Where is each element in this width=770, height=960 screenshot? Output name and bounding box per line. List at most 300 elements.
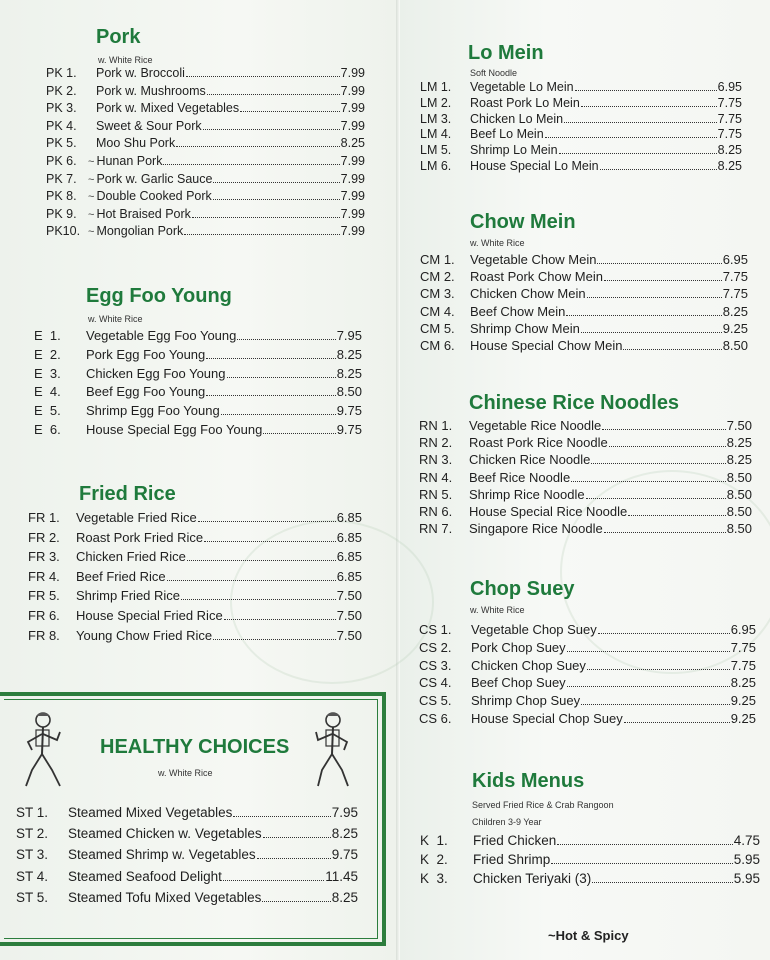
menu-item-name: Double Cooked Pork — [96, 189, 212, 204]
menu-item-name: Beef Chow Mein — [470, 303, 566, 319]
menu-item-code: ST 5. — [16, 889, 49, 905]
menu-item-name: Beef Rice Noodle — [469, 469, 571, 485]
hot-spicy-icon: ~ — [88, 191, 95, 204]
menu-item-code: CS 1. — [419, 622, 452, 637]
menu-item-price: 7.75 — [717, 111, 742, 126]
menu-item-row — [419, 452, 752, 469]
dot-leader — [604, 532, 726, 533]
menu-item-price: 9.75 — [336, 403, 362, 419]
dot-leader — [206, 395, 335, 396]
menu-item-price: 8.50 — [726, 486, 752, 502]
dot-leader — [224, 619, 336, 620]
dot-leader — [587, 669, 730, 670]
dot-leader — [575, 90, 717, 91]
dot-leader — [600, 169, 717, 170]
menu-item-row — [419, 622, 756, 639]
menu-item-price: 9.25 — [730, 711, 756, 726]
menu-item-price: 7.95 — [331, 805, 358, 820]
menu-item-code: E 2. — [34, 346, 61, 362]
dot-leader — [223, 880, 324, 881]
dot-leader — [207, 94, 340, 95]
menu-item-price: 9.25 — [722, 320, 748, 336]
dot-leader — [233, 816, 330, 817]
dot-leader — [203, 129, 340, 130]
section-title-egg-foo-young: Egg Foo Young — [86, 285, 232, 307]
dot-leader — [263, 837, 331, 838]
section-title-chow-mein: Chow Mein — [470, 211, 576, 233]
menu-item-price: 7.75 — [730, 657, 756, 673]
menu-item-row — [420, 286, 748, 303]
menu-item-price: 6.85 — [336, 510, 362, 525]
menu-item-code: RN 5. — [419, 486, 453, 502]
menu-item-row — [28, 530, 362, 547]
menu-item-name: Steamed Mixed Vegetables — [68, 805, 233, 820]
menu-item-code: E 6. — [34, 422, 61, 437]
menu-item-code: E 4. — [34, 384, 61, 400]
menu-item-row — [420, 269, 748, 286]
menu-item-name: Steamed Chicken w. Vegetables — [68, 826, 262, 842]
section-note-kids-menus: Served Fried Rice & Crab Rangoon — [472, 800, 614, 810]
section-title-kids-menus: Kids Menus — [472, 770, 585, 792]
menu-item-name: Roast Pork Rice Noodle — [469, 435, 608, 451]
section-title-lo-mein: Lo Mein — [468, 42, 544, 64]
menu-item-row — [46, 119, 365, 136]
menu-item-code: LM 3. — [420, 111, 452, 126]
menu-item-price: 6.85 — [336, 549, 362, 565]
dot-leader — [564, 122, 717, 123]
section-title-chop-suey: Chop Suey — [470, 578, 575, 600]
menu-item-price: 7.99 — [340, 66, 365, 80]
menu-item-name: Vegetable Egg Foo Young — [86, 328, 237, 343]
menu-item-name: Beef Lo Mein — [470, 127, 544, 142]
dot-leader — [586, 498, 726, 499]
menu-item-row — [28, 588, 362, 605]
menu-item-name: Roast Pork Chow Mein — [470, 269, 603, 285]
dot-leader — [581, 106, 717, 107]
menu-item-code: CS 4. — [419, 675, 452, 691]
dot-leader — [597, 263, 721, 264]
menu-item-price: 6.95 — [717, 80, 742, 94]
menu-item-code: E 3. — [34, 365, 61, 381]
menu-item-price: 9.75 — [336, 422, 362, 437]
menu-item-code: CS 5. — [419, 693, 452, 709]
menu-item-name: Vegetable Chow Mein — [470, 252, 597, 267]
menu-item-name: Shrimp Rice Noodle — [469, 486, 585, 502]
section-title-fried-rice: Fried Rice — [79, 483, 176, 505]
menu-item-row — [46, 101, 365, 118]
menu-item-row — [28, 510, 362, 527]
menu-item-price: 7.99 — [340, 101, 365, 116]
menu-item-name: Chicken Fried Rice — [76, 549, 186, 565]
menu-item-code: FR 2. — [28, 529, 60, 545]
menu-item-price: 7.75 — [722, 286, 748, 302]
menu-item-name: Pork w. Garlic Sauce — [96, 171, 213, 186]
menu-item-price: 7.99 — [340, 118, 365, 133]
dot-leader — [587, 297, 722, 298]
menu-item-price: 7.50 — [336, 588, 362, 604]
menu-item-row — [46, 172, 365, 189]
menu-item-row — [420, 833, 760, 850]
menu-item-name: Shrimp Chow Mein — [470, 320, 580, 336]
menu-item-name: Hot Braised Pork — [96, 206, 191, 221]
menu-item-row — [34, 347, 362, 364]
section-note2-kids-menus: Children 3-9 Year — [472, 817, 542, 827]
menu-item-code: PK 6. — [46, 154, 77, 168]
dot-leader — [567, 651, 730, 652]
menu-item-code: CS 2. — [419, 639, 452, 655]
menu-item-row — [419, 521, 752, 538]
menu-item-price: 8.25 — [336, 346, 362, 362]
menu-item-name: Pork Chop Suey — [471, 639, 566, 655]
menu-item-code: ST 3. — [16, 847, 49, 863]
menu-item-price: 8.25 — [336, 365, 362, 381]
dot-leader — [192, 217, 340, 218]
menu-item-price: 6.85 — [336, 529, 362, 545]
menu-item-code: K 3. — [420, 871, 448, 887]
menu-item-row — [420, 159, 742, 176]
dot-leader — [262, 901, 330, 902]
dot-leader — [559, 153, 717, 154]
menu-item-name: Pork w. Broccoli — [96, 66, 185, 80]
page-fold — [396, 0, 400, 960]
menu-item-row — [420, 852, 760, 869]
dot-leader — [557, 844, 732, 845]
menu-item-price: 8.50 — [726, 521, 752, 537]
menu-item-row — [420, 304, 748, 321]
menu-item-name: Fried Shrimp — [473, 852, 551, 868]
menu-item-price: 8.25 — [730, 675, 756, 691]
dot-leader — [167, 580, 336, 581]
menu-item-name: Shrimp Fried Rice — [76, 588, 181, 604]
dot-leader — [263, 433, 335, 434]
section-note-chow-mein: w. White Rice — [470, 238, 525, 248]
menu-item-name: Chicken Egg Foo Young — [86, 365, 226, 381]
menu-item-row — [28, 569, 362, 586]
menu-item-name: House Special Rice Noodle — [469, 504, 628, 519]
menu-item-name: House Special Chow Mein — [470, 338, 623, 353]
menu-item-price: 7.75 — [717, 95, 742, 110]
menu-item-code: PK 4. — [46, 118, 77, 133]
menu-item-name: Steamed Seafood Delight — [68, 868, 222, 884]
menu-item-row — [16, 869, 358, 886]
menu-item-price: 7.99 — [340, 206, 365, 221]
hot-spicy-legend — [548, 928, 629, 943]
menu-item-row — [46, 136, 365, 153]
menu-item-row — [420, 143, 742, 160]
menu-item-code: PK 8. — [46, 189, 77, 204]
menu-item-price: 7.99 — [340, 224, 365, 239]
dot-leader — [598, 633, 730, 634]
menu-item-row — [46, 224, 365, 241]
menu-item-name: Vegetable Fried Rice — [76, 510, 197, 525]
dot-leader — [628, 515, 725, 516]
menu-item-row — [420, 96, 742, 113]
menu-item-name: Vegetable Lo Mein — [470, 80, 574, 94]
menu-item-price: 8.25 — [331, 826, 358, 842]
menu-item-name: Fried Chicken — [473, 833, 557, 848]
menu-item-row — [34, 328, 362, 345]
menu-item-code: LM 2. — [420, 95, 452, 110]
section-title-rice-noodles: Chinese Rice Noodles — [469, 392, 680, 414]
menu-item-price: 8.25 — [726, 435, 752, 451]
menu-item-price: 8.50 — [336, 384, 362, 400]
dot-leader — [257, 858, 331, 859]
hot-spicy-icon: ~ — [88, 226, 95, 239]
menu-item-price: 4.75 — [733, 833, 760, 848]
section-note-healthy-choices: w. White Rice — [158, 768, 213, 778]
dot-leader — [237, 339, 335, 340]
menu-item-row — [46, 84, 365, 101]
menu-item-row — [34, 366, 362, 383]
dot-leader — [581, 332, 722, 333]
menu-item-price: 8.50 — [726, 469, 752, 485]
menu-item-row — [419, 675, 756, 692]
menu-item-name: Chicken Lo Mein — [470, 111, 564, 126]
menu-item-name: Roast Pork Fried Rice — [76, 529, 204, 545]
hot-spicy-icon: ~ — [88, 156, 95, 168]
menu-item-row — [419, 470, 752, 487]
menu-item-row — [419, 658, 756, 675]
menu-item-code: LM 5. — [420, 143, 452, 158]
menu-item-row — [34, 422, 362, 439]
dot-leader — [198, 521, 336, 522]
dot-leader — [551, 863, 732, 864]
menu-item-code: FR 1. — [28, 510, 60, 525]
menu-item-name: Beef Chop Suey — [471, 675, 566, 691]
menu-item-code: FR 6. — [28, 608, 60, 623]
menu-item-price: 7.99 — [340, 171, 365, 186]
menu-item-code: FR 3. — [28, 549, 60, 565]
dot-leader — [227, 377, 336, 378]
dot-leader — [566, 315, 721, 316]
section-title-pork: Pork — [96, 26, 141, 48]
dot-leader — [186, 76, 340, 77]
menu-item-row — [16, 805, 358, 822]
menu-item-name: Pork w. Mixed Vegetables — [96, 101, 240, 116]
dot-leader — [567, 686, 730, 687]
dot-leader — [592, 882, 732, 883]
menu-item-code: CM 6. — [420, 338, 455, 353]
menu-item-price: 7.99 — [340, 189, 365, 204]
menu-item-row — [16, 826, 358, 843]
menu-item-price: 7.99 — [340, 154, 365, 168]
menu-item-price: 5.95 — [733, 852, 760, 868]
dot-leader — [213, 182, 339, 183]
dot-leader — [163, 164, 339, 165]
dot-leader — [581, 704, 730, 705]
dot-leader — [609, 446, 726, 447]
menu-item-code: PK 7. — [46, 171, 77, 186]
dot-leader — [624, 722, 730, 723]
menu-item-code: CM 3. — [420, 286, 455, 302]
menu-item-row — [420, 321, 748, 338]
menu-item-code: PK10. — [46, 224, 81, 239]
menu-item-name: Beef Fried Rice — [76, 568, 166, 584]
menu-item-name: Chicken Teriyaki (3) — [473, 871, 592, 887]
menu-item-row — [420, 80, 742, 97]
menu-item-price: 8.50 — [726, 504, 752, 519]
hot-spicy-icon: ~ — [548, 928, 556, 943]
dot-leader — [545, 137, 717, 138]
menu-item-code: PK 3. — [46, 101, 77, 116]
menu-item-name: Chicken Chop Suey — [471, 657, 586, 673]
dot-leader — [604, 280, 722, 281]
dot-leader — [184, 234, 339, 235]
menu-item-name: Beef Egg Foo Young — [86, 384, 206, 400]
menu-item-row — [419, 693, 756, 710]
menu-item-code: FR 8. — [28, 627, 60, 643]
menu-item-price: 9.75 — [331, 847, 358, 863]
menu-item-price: 7.75 — [722, 269, 748, 285]
hot-spicy-icon: ~ — [88, 208, 95, 221]
dot-leader — [591, 463, 725, 464]
menu-item-price: 9.25 — [730, 693, 756, 709]
menu-item-code: RN 3. — [419, 452, 453, 468]
menu-item-row — [16, 847, 358, 864]
dot-leader — [571, 481, 726, 482]
menu-item-code: RN 2. — [419, 435, 453, 451]
menu-item-name: House Special Egg Foo Young — [86, 422, 263, 437]
section-note-lo-mein: Soft Noodle — [470, 68, 518, 78]
dot-leader — [213, 199, 340, 200]
section-note-pork: w. White Rice — [98, 55, 153, 65]
menu-item-price: 6.85 — [336, 568, 362, 584]
menu-item-code: RN 1. — [419, 418, 453, 433]
menu-item-code: K 2. — [420, 852, 448, 868]
menu-item-code: RN 4. — [419, 469, 453, 485]
exercise-figure-left-icon — [20, 710, 66, 790]
menu-item-name: Young Chow Fried Rice — [76, 627, 213, 643]
dot-leader — [204, 541, 336, 542]
section-title-healthy-choices: HEALTHY CHOICES — [100, 736, 290, 758]
menu-item-code: CM 2. — [420, 269, 455, 285]
menu-item-code: PK 2. — [46, 83, 77, 98]
menu-item-name: Steamed Tofu Mixed Vegetables — [68, 889, 262, 905]
dot-leader — [187, 560, 336, 561]
menu-item-row — [46, 189, 365, 206]
menu-item-name: Vegetable Chop Suey — [471, 622, 597, 637]
menu-item-code: FR 4. — [28, 568, 60, 584]
menu-item-row — [420, 127, 742, 144]
menu-item-row — [420, 338, 748, 355]
section-note-chop-suey: w. White Rice — [470, 605, 525, 615]
menu-item-code: LM 4. — [420, 127, 452, 142]
menu-item-price: 7.95 — [336, 328, 362, 343]
menu-item-price: 7.50 — [336, 608, 362, 623]
menu-item-row — [28, 628, 362, 645]
menu-item-code: ST 4. — [16, 868, 49, 884]
menu-item-code: CM 1. — [420, 252, 455, 267]
dot-leader — [221, 414, 336, 415]
menu-item-code: E 1. — [34, 328, 61, 343]
menu-item-row — [419, 487, 752, 504]
menu-item-name: Roast Pork Lo Mein — [470, 95, 580, 110]
exercise-figure-right-icon — [310, 710, 356, 790]
menu-item-name: Singapore Rice Noodle — [469, 521, 603, 537]
menu-item-name: Steamed Shrimp w. Vegetables — [68, 847, 256, 863]
menu-item-name: House Special Lo Mein — [470, 159, 599, 173]
menu-item-price: 7.75 — [717, 127, 742, 142]
dot-leader — [623, 349, 721, 350]
menu-item-code: LM 6. — [420, 159, 452, 173]
menu-item-row — [419, 711, 756, 728]
menu-item-price: 8.25 — [340, 136, 365, 151]
menu-item-price: 7.50 — [336, 627, 362, 643]
menu-item-row — [420, 112, 742, 129]
menu-item-row — [46, 66, 365, 83]
hot-spicy-icon: ~ — [88, 173, 95, 186]
menu-item-price: 6.95 — [722, 252, 748, 267]
menu-item-name: Vegetable Rice Noodle — [469, 418, 602, 433]
menu-item-price: 6.95 — [730, 622, 756, 637]
dot-leader — [602, 429, 725, 430]
menu-item-row — [34, 403, 362, 420]
menu-item-row — [46, 154, 365, 171]
menu-item-row — [419, 435, 752, 452]
menu-item-price: 5.95 — [733, 871, 760, 887]
hot-spicy-label: Hot & Spicy — [555, 928, 629, 943]
menu-item-name: Shrimp Egg Foo Young — [86, 403, 220, 419]
menu-item-price: 11.45 — [325, 868, 358, 884]
menu-item-code: RN 6. — [419, 504, 453, 519]
menu-item-name: Sweet & Sour Pork — [96, 118, 202, 133]
menu-item-name: Chicken Chow Mein — [470, 286, 586, 302]
menu-item-name: Pork w. Mushrooms — [96, 83, 206, 98]
menu-item-row — [419, 640, 756, 657]
menu-item-code: CS 3. — [419, 657, 452, 673]
menu-item-code: LM 1. — [420, 80, 452, 94]
menu-item-row — [34, 384, 362, 401]
menu-item-name: Mongolian Pork — [96, 224, 184, 239]
menu-item-name: Pork Egg Foo Young — [86, 346, 206, 362]
menu-item-name: Moo Shu Pork — [96, 136, 176, 151]
menu-item-price: 8.25 — [717, 159, 742, 173]
menu-item-price: 7.99 — [340, 83, 365, 98]
section-note-egg-foo-young: w. White Rice — [88, 314, 143, 324]
menu-item-price: 8.25 — [717, 143, 742, 158]
menu-item-name: Shrimp Chop Suey — [471, 693, 581, 709]
menu-item-price: 8.25 — [726, 452, 752, 468]
dot-leader — [176, 146, 339, 147]
menu-item-code: RN 7. — [419, 521, 453, 537]
menu-item-row — [16, 890, 358, 907]
menu-item-name: House Special Chop Suey — [471, 711, 623, 726]
menu-item-code: CS 6. — [419, 711, 452, 726]
menu-item-code: PK 1. — [46, 66, 77, 80]
dot-leader — [206, 358, 335, 359]
dot-leader — [240, 111, 340, 112]
menu-item-name: Hunan Pork — [96, 154, 163, 168]
menu-item-name: Chicken Rice Noodle — [469, 452, 591, 468]
menu-item-code: CM 4. — [420, 303, 455, 319]
menu-item-row — [419, 504, 752, 521]
menu-item-code: E 5. — [34, 403, 61, 419]
menu-item-price: 7.50 — [726, 418, 752, 433]
menu-item-code: PK 5. — [46, 136, 77, 151]
menu-item-row — [28, 608, 362, 625]
menu-item-code: CM 5. — [420, 320, 455, 336]
menu-item-price: 8.25 — [331, 889, 358, 905]
menu-item-code: FR 5. — [28, 588, 60, 604]
menu-item-code: ST 1. — [16, 805, 49, 820]
menu-item-name: Shrimp Lo Mein — [470, 143, 558, 158]
dot-leader — [181, 599, 336, 600]
menu-item-code: PK 9. — [46, 206, 77, 221]
menu-item-row — [419, 418, 752, 435]
menu-item-row — [46, 207, 365, 224]
menu-item-row — [28, 549, 362, 566]
dot-leader — [213, 639, 336, 640]
